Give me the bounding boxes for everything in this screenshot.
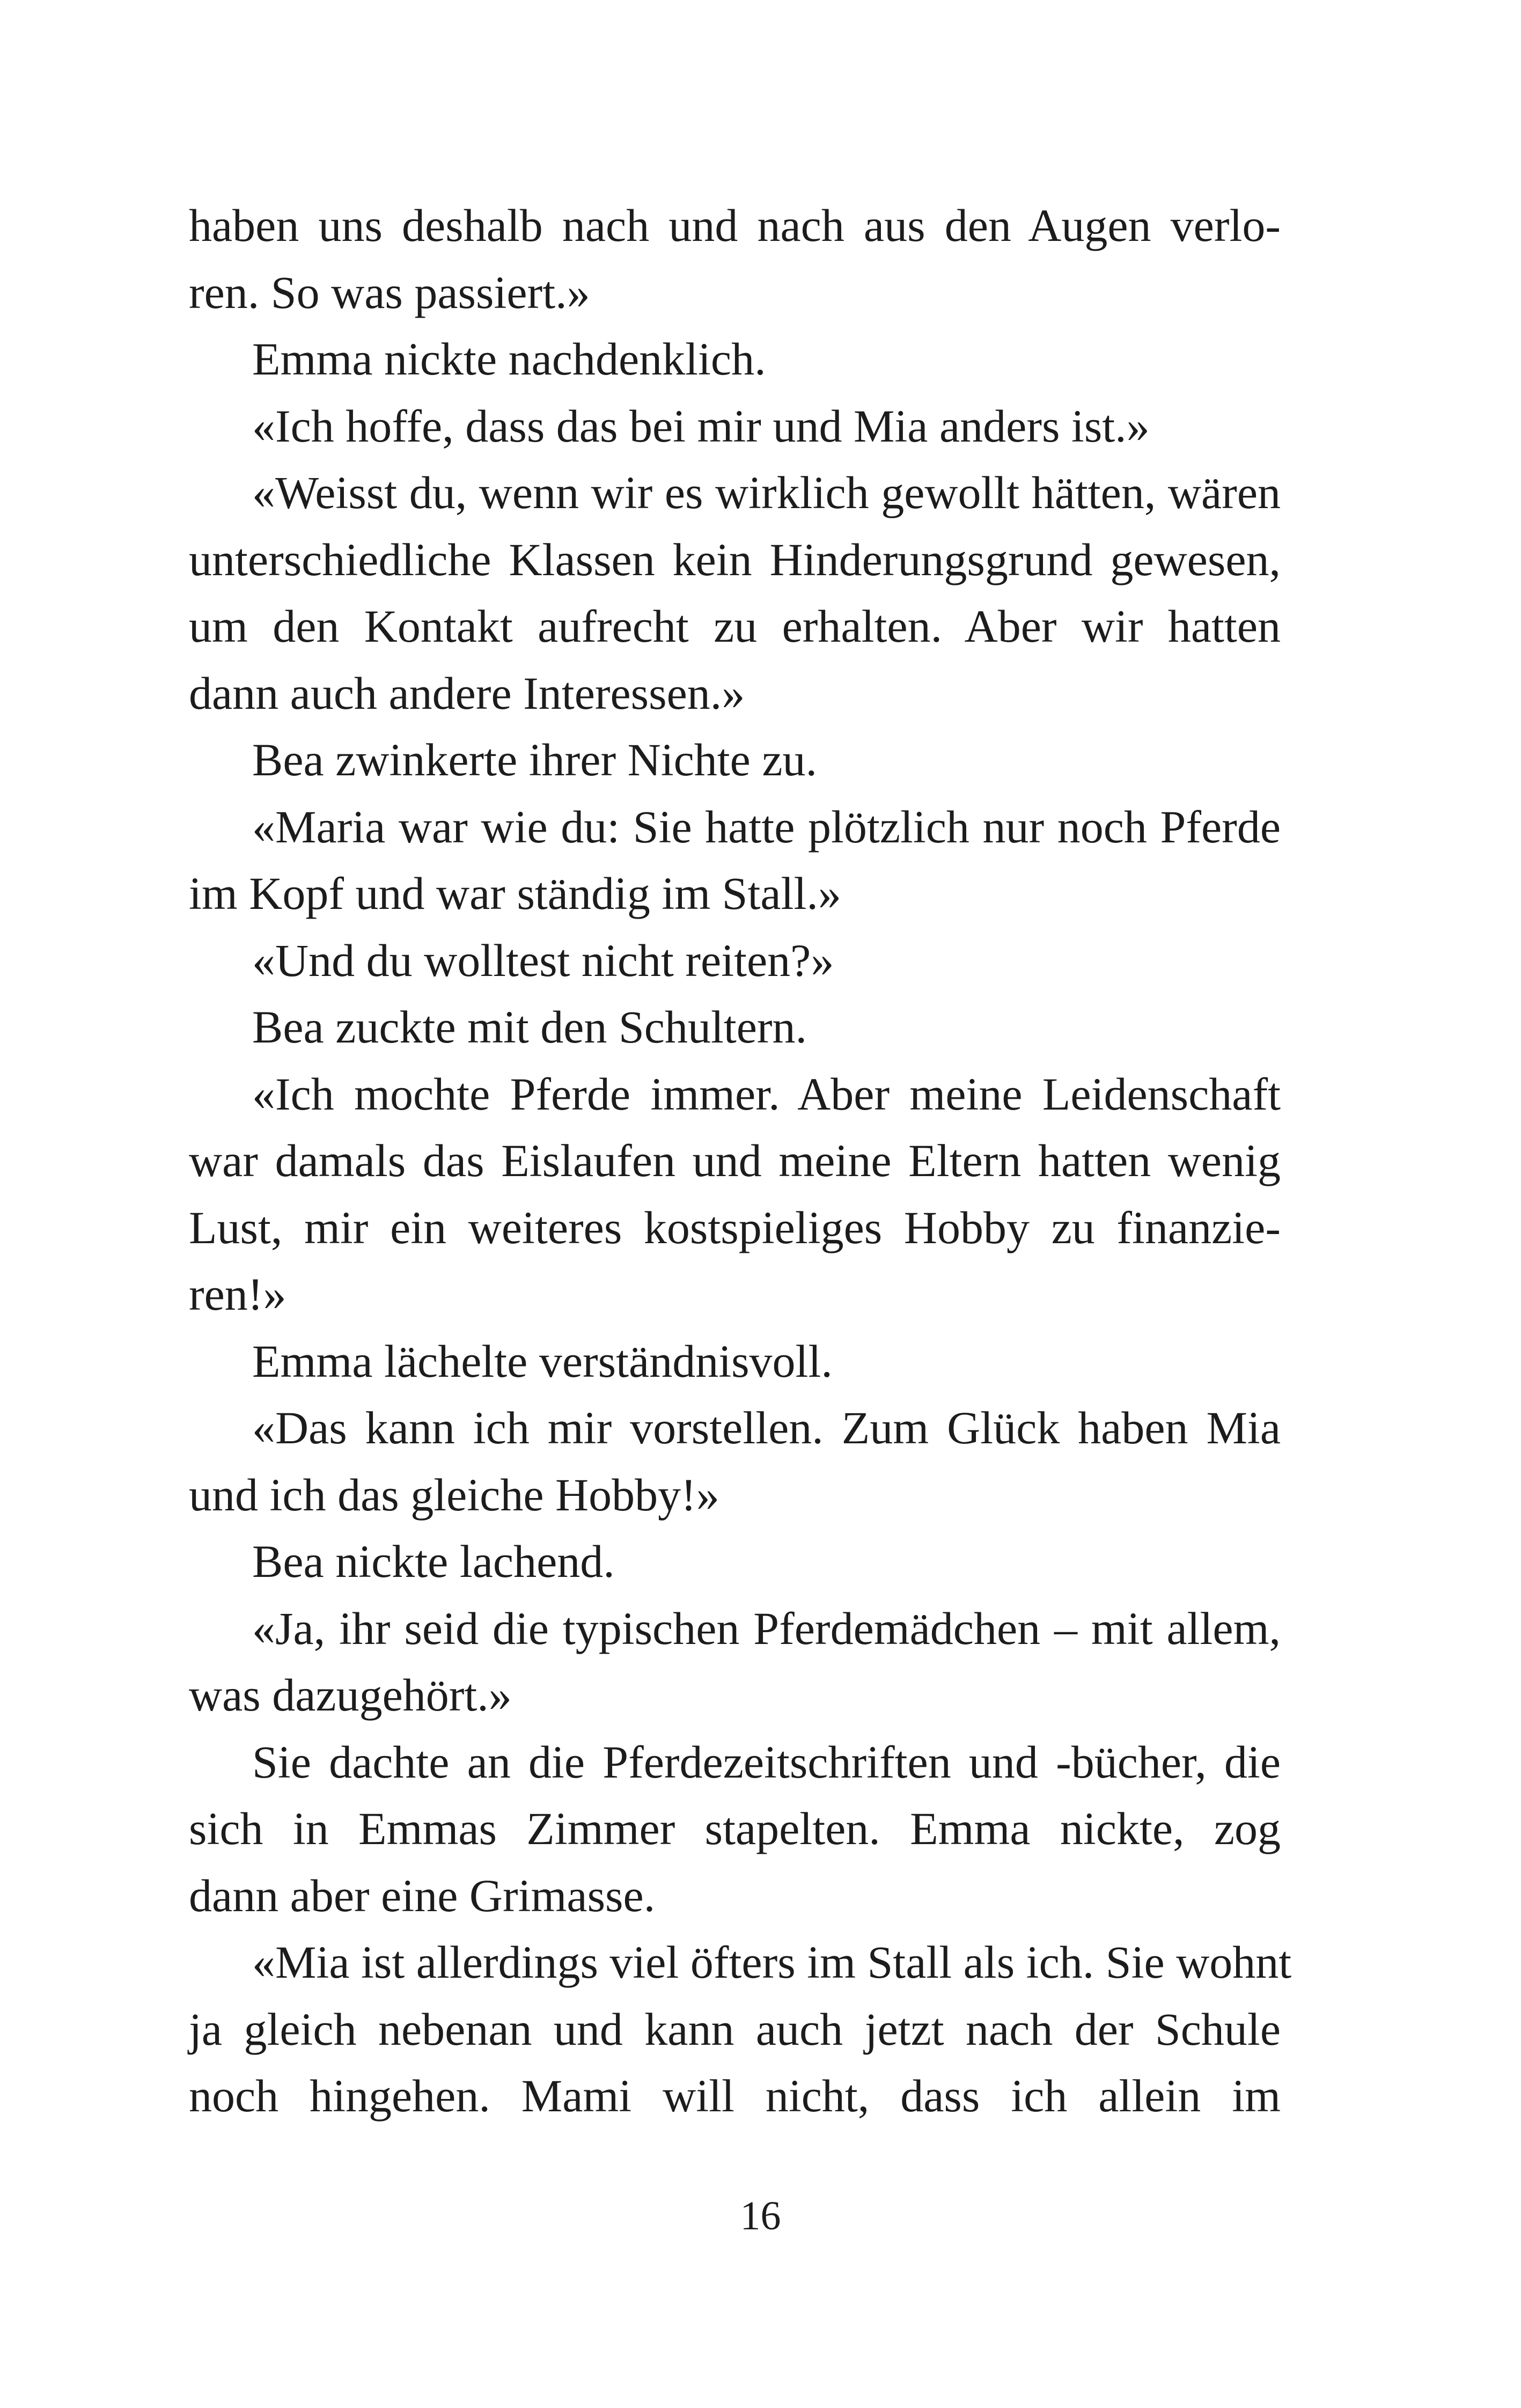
text-line: Bea zuckte mit den Schultern. (252, 1001, 807, 1053)
text-line: und ich das gleiche Hobby!» (189, 1469, 719, 1521)
text-line: Bea zwinkerte ihrer Nichte zu. (252, 734, 817, 785)
text-line: haben uns deshalb nach und nach aus den Augen verlo- (189, 200, 1281, 251)
text-line: was dazugehört.» (189, 1669, 512, 1721)
text-line: dann auch andere Interessen.» (189, 667, 745, 719)
text-line: im Kopf und war ständig im Stall.» (189, 868, 841, 919)
text-line: Sie dachte an die Pferdezeitschriften und -bücher, die (252, 1736, 1281, 1788)
text-line: noch hingehen. Mami will nicht, dass ich allein im (189, 2070, 1281, 2121)
text-line: dann aber eine Grimasse. (189, 1869, 656, 1921)
page-number: 16 (740, 2193, 781, 2238)
text-line: sich in Emmas Zimmer stapelten. Emma nickte, zog (189, 1803, 1281, 1854)
text-line: ja gleich nebenan und kann auch jetzt nach der Schule (189, 2003, 1281, 2055)
text-line: «Und du wolltest nicht reiten?» (252, 934, 834, 986)
text-line: «Ich mochte Pferde immer. Aber meine Leidenschaft (252, 1068, 1281, 1120)
text-line: Emma lächelte verständnisvoll. (252, 1335, 833, 1387)
text-line: um den Kontakt aufrecht zu erhalten. Aber wir hatten (189, 600, 1281, 652)
text-line: «Mia ist allerdings viel öfters im Stall als ich. Sie wohnt (252, 1936, 1292, 1988)
text-line: «Maria war wie du: Sie hatte plötzlich nur noch Pferde (252, 801, 1281, 853)
body-text (189, 192, 1292, 2130)
text-line: «Weisst du, wenn wir es wirklich gewollt hätten, wären (252, 467, 1281, 518)
text-line: war damals das Eislaufen und meine Eltern hatten wenig (189, 1135, 1281, 1186)
text-line: ren. So was passiert.» (189, 266, 590, 318)
text-line: Bea nickte lachend. (252, 1536, 615, 1587)
text-line: «Ich hoffe, dass das bei mir und Mia anders ist.» (252, 400, 1150, 452)
text-line: «Ja, ihr seid die typischen Pferdemädchen – mit allem, (252, 1602, 1281, 1654)
text-line: unterschiedliche Klassen kein Hinderungsgrund gewesen, (189, 533, 1281, 585)
text-line: Emma nickte nachdenklich. (252, 333, 766, 385)
text-line: ren!» (189, 1268, 286, 1320)
text-line: «Das kann ich mir vorstellen. Zum Glück haben Mia (252, 1402, 1281, 1453)
text-line: Lust, mir ein weiteres kostspieliges Hobby zu finanzie- (189, 1201, 1281, 1253)
